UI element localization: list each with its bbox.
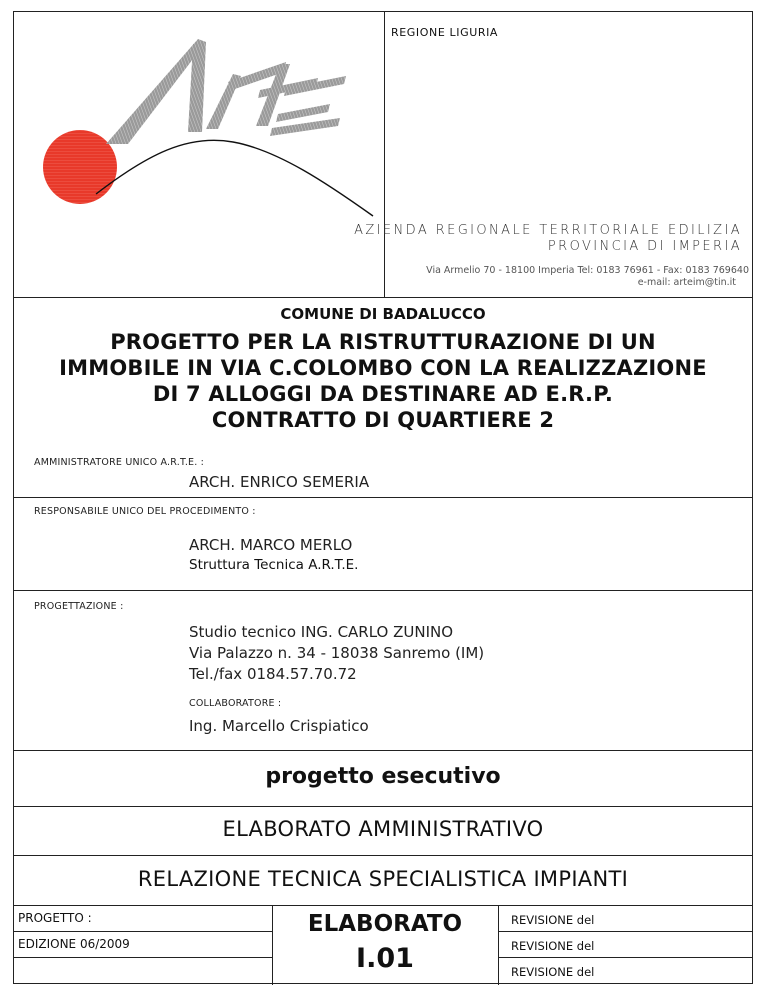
revision-2: REVISIONE del [511,939,595,953]
project-title-line-3: DI 7 ALLOGGI DA DESTINARE AD E.R.P. [152,382,614,406]
procedure-manager-name: ARCH. MARCO MERLO [189,536,353,554]
sun-logo-mark [43,130,117,204]
header-divider [384,12,385,297]
elaborato-code: I.01 [356,943,414,974]
arte-logo [28,34,378,234]
footer-divider-right [498,905,499,985]
procedure-manager-label: RESPONSABILE UNICO DEL PROCEDIMENTO : [34,506,256,517]
rule-after-phase [14,806,752,807]
region-label: REGIONE LIGURIA [391,26,499,39]
logo-letter-e-mid [276,104,330,122]
agency-address: Via Armelio 70 - 18100 Imperia Tel: 0183 76961 - Fax: 0183 769640 [426,265,749,276]
procedure-manager-org: Struttura Tecnica A.R.T.E. [189,557,359,573]
edition: EDIZIONE 06/2009 [18,937,130,951]
elaborato-label: ELABORATO [307,911,463,937]
project-title-line-2: IMMOBILE IN VIA C.COLOMBO CON LA REALIZZAZIONE [59,356,707,380]
document-title: RELAZIONE TECNICA SPECIALISTICA IMPIANTI [137,867,629,891]
administrator-name: ARCH. ENRICO SEMERIA [189,473,370,491]
design-address: Via Palazzo n. 34 - 18038 Sanremo (IM) [189,644,485,662]
title-block-sheet [13,11,753,984]
design-studio: Studio tecnico ING. CARLO ZUNINO [189,623,454,641]
rule-after-administrator [14,497,752,498]
document-type: ELABORATO AMMINISTRATIVO [222,817,544,841]
rule-after-document-type [14,855,752,856]
footer-left-rule-2 [14,957,272,958]
rule-after-procedure-manager [14,590,752,591]
agency-email: e-mail: arteim@tin.it [637,277,736,288]
rule-after-design [14,750,752,751]
design-phone: Tel./fax 0184.57.70.72 [189,665,357,683]
footer-left-rule-1 [14,931,272,932]
agency-name-line2: PROVINCIA DI IMPERIA [547,239,742,254]
design-label: PROGETTAZIONE : [34,601,124,612]
project-title-line-1: PROGETTO PER LA RISTRUTTURAZIONE DI UN [110,330,656,354]
agency-name-line1: AZIENDA REGIONALE TERRITORIALE EDILIZIA [354,223,742,238]
collaborator-label: COLLABORATORE : [189,698,282,709]
header-bottom-rule [14,297,752,298]
municipality: COMUNE DI BADALUCCO [280,305,486,323]
footer-right-rule-2 [498,957,752,958]
revision-1: REVISIONE del [511,913,595,927]
rule-before-footer [14,905,752,906]
footer-right-rule-1 [498,931,752,932]
project-phase: progetto esecutivo [265,764,501,789]
administrator-label: AMMINISTRATORE UNICO A.R.T.E. : [34,457,205,468]
project-label: PROGETTO : [18,911,92,925]
logo-hill-curve [96,140,373,216]
collaborator-name: Ing. Marcello Crispiatico [189,717,369,735]
project-title-line-4: CONTRATTO DI QUARTIERE 2 [211,408,555,432]
revision-3: REVISIONE del [511,965,595,979]
